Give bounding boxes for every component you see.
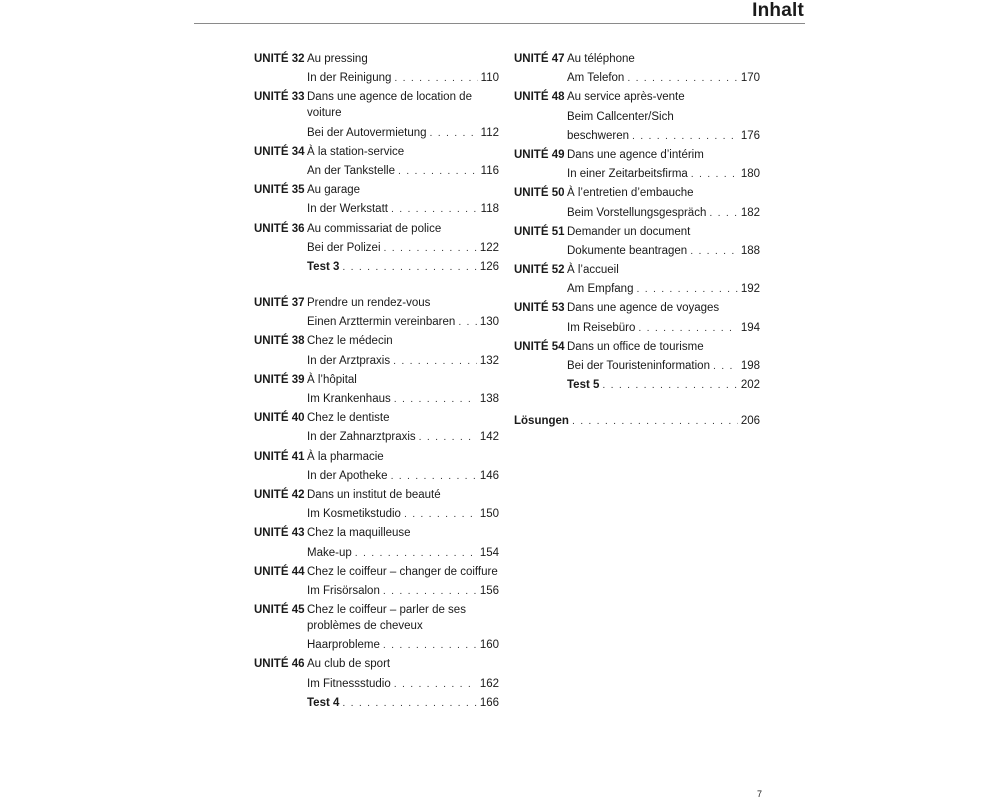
entry-title-de: beschweren [567, 129, 630, 142]
page-ref: 170 [740, 72, 760, 85]
dot-leader [691, 166, 738, 182]
toc-entry [254, 259, 499, 275]
toc-entry [514, 281, 760, 297]
unit-title-fr: Au pressing [307, 53, 368, 65]
dot-leader [709, 205, 737, 221]
dot-leader [383, 637, 477, 653]
unit-heading [514, 185, 760, 201]
page-ref: 182 [740, 206, 760, 219]
toc-entry [514, 70, 760, 86]
unit-title-fr: À la pharmacie [307, 450, 384, 463]
toc-entry-continued [514, 109, 760, 125]
unit-title-fr: Au téléphone [567, 53, 635, 65]
section-gap [254, 278, 499, 295]
toc-entry [514, 128, 760, 144]
solutions-label: Lösungen [514, 415, 569, 428]
unit-number: UNITÉ 38 [254, 335, 305, 348]
dot-leader [355, 545, 477, 561]
page-ref: 116 [480, 164, 499, 177]
toc-left-column [254, 51, 499, 731]
dot-leader [398, 163, 478, 179]
unit-title-fr: Dans une agence de voyages [567, 302, 720, 315]
unit-title-fr: Demander un document [567, 225, 691, 238]
dot-leader [430, 125, 478, 141]
unit-title-fr: Prendre un rendez-vous [307, 297, 431, 310]
entry-title-de: Einen Arzttermin vereinbaren [307, 316, 456, 329]
unit-heading [254, 410, 499, 426]
dot-leader [638, 320, 737, 336]
toc-entry [254, 676, 499, 692]
header-rule [194, 23, 805, 24]
unit-number: UNITÉ 43 [254, 527, 305, 540]
dot-leader [342, 259, 476, 275]
unit-heading [254, 449, 499, 465]
entry-title-de: Make-up [307, 546, 352, 559]
dot-leader [394, 676, 477, 692]
page-ref: 126 [479, 260, 499, 273]
dot-leader [342, 695, 476, 711]
unit-heading [254, 295, 499, 311]
unit-number: UNITÉ 46 [254, 658, 305, 671]
toc-entry [254, 70, 499, 86]
page-ref: 112 [480, 126, 499, 139]
entry-title-de: Haarprobleme [307, 639, 380, 652]
unit-title-fr: Au club de sport [307, 658, 391, 671]
page-ref: 154 [479, 546, 499, 559]
toc-entry [514, 320, 760, 336]
entry-title-de: In der Apotheke [307, 469, 388, 482]
toc-entry [254, 240, 499, 256]
unit-number: UNITÉ 48 [514, 91, 565, 104]
toc-entry [254, 545, 499, 561]
unit-heading [254, 372, 499, 388]
unit-number: UNITÉ 49 [514, 148, 565, 161]
dot-leader [627, 70, 737, 86]
unit-heading [514, 300, 760, 316]
toc-entry [254, 695, 499, 711]
page-ref: 132 [479, 354, 499, 367]
dot-leader [393, 353, 477, 369]
unit-heading [254, 182, 499, 198]
unit-title-fr: Chez la maquilleuse [307, 527, 411, 540]
dot-leader [383, 583, 477, 599]
page-ref: 142 [479, 431, 499, 444]
entry-title-de: Dokumente beantragen [567, 244, 688, 257]
unit-heading [254, 333, 499, 349]
unit-title-fr: À l’entretien d’embauche [567, 187, 694, 200]
dot-leader [394, 70, 477, 86]
page-ref: 194 [740, 321, 760, 334]
dot-leader [713, 358, 738, 374]
unit-number: UNITÉ 52 [514, 264, 565, 277]
toc-right-column [514, 51, 760, 433]
unit-number: UNITÉ 35 [254, 184, 305, 197]
toc-entry [254, 163, 499, 179]
unit-number: UNITÉ 44 [254, 565, 305, 578]
page-ref: 180 [740, 168, 760, 181]
page-ref: 162 [479, 677, 499, 690]
toc-entry [254, 468, 499, 484]
entry-title-de: Im Krankenhaus [307, 393, 391, 405]
unit-heading [254, 221, 499, 237]
unit-number: UNITÉ 36 [254, 222, 305, 235]
entry-title-de: Im Fitnessstudio [307, 677, 391, 690]
section-gap [254, 714, 499, 731]
unit-heading [254, 144, 499, 160]
page-title: Inhalt [752, 0, 804, 21]
entry-title-de: An der Tankstelle [307, 164, 396, 177]
dot-leader [394, 391, 477, 407]
page-ref: 192 [740, 283, 760, 296]
dot-leader [391, 468, 477, 484]
toc-entry [254, 201, 499, 217]
unit-heading [254, 487, 499, 503]
unit-heading [254, 602, 499, 634]
toc-entry [254, 125, 499, 141]
dot-leader [602, 377, 737, 393]
page-ref: 166 [479, 696, 499, 709]
entry-title-de: Im Kosmetikstudio [307, 508, 401, 521]
page-ref: 160 [479, 639, 499, 652]
unit-number: UNITÉ 51 [514, 225, 565, 238]
dot-leader [419, 429, 477, 445]
page-ref: 188 [740, 244, 760, 257]
unit-number: UNITÉ 47 [514, 53, 565, 65]
page-ref: 130 [479, 316, 499, 329]
page-ref: 176 [740, 129, 760, 142]
entry-title-de: In der Werkstatt [307, 203, 388, 216]
toc-entry [254, 583, 499, 599]
unit-heading [514, 224, 760, 240]
page-ref: 146 [479, 469, 499, 482]
toc-entry [254, 391, 499, 407]
unit-heading [514, 262, 760, 278]
unit-number: UNITÉ 53 [514, 302, 565, 315]
unit-heading [514, 147, 760, 163]
unit-number: UNITÉ 50 [514, 187, 565, 200]
entry-title-de: In einer Zeitarbeitsfirma [567, 168, 688, 181]
unit-heading [254, 564, 499, 580]
unit-title-fr: Chez le médecin [307, 335, 393, 348]
page-ref: 118 [480, 203, 499, 216]
unit-title-fr: Chez le coiffeur – changer de coiffure [307, 565, 498, 578]
page-number: 7 [757, 789, 763, 799]
unit-heading [514, 89, 760, 105]
toc-entry [254, 353, 499, 369]
dot-leader [690, 243, 738, 259]
unit-number: UNITÉ 33 [254, 91, 305, 104]
unit-number: UNITÉ 37 [254, 297, 305, 310]
unit-title-fr: À l’accueil [567, 264, 619, 277]
dot-leader [404, 506, 477, 522]
toc-entry [514, 205, 760, 221]
solutions-entry [514, 413, 760, 429]
unit-title-fr: Dans une agence d’intérim [567, 148, 704, 161]
unit-title-fr: À l’hôpital [307, 373, 357, 386]
toc-entry [254, 637, 499, 653]
unit-heading [254, 656, 499, 672]
dot-leader [636, 281, 737, 297]
entry-title-de: Beim Callcenter/Sich [567, 110, 674, 123]
page-ref: 156 [479, 584, 499, 597]
page-ref: 122 [479, 241, 499, 254]
toc-entry [254, 314, 499, 330]
toc-entry [514, 243, 760, 259]
unit-heading [514, 51, 760, 67]
unit-heading [514, 339, 760, 355]
unit-title-fr: Dans un office de tourisme [567, 340, 704, 353]
entry-title-de: In der Reinigung [307, 72, 392, 85]
test-label: Test 5 [567, 379, 600, 392]
entry-title-de: Bei der Touristeninformation [567, 360, 710, 372]
entry-title-de: Im Frisörsalon [307, 584, 380, 597]
entry-title-de: In der Zahnarztpraxis [307, 431, 416, 444]
entry-title-de: Am Empfang [567, 283, 634, 296]
unit-number: UNITÉ 45 [254, 604, 305, 617]
entry-title-de: Bei der Autovermietung [307, 126, 427, 139]
unit-number: UNITÉ 39 [254, 373, 305, 386]
page-ref: 198 [740, 360, 760, 372]
unit-number: UNITÉ 40 [254, 412, 305, 425]
unit-title-fr: Au garage [307, 184, 361, 197]
unit-number: UNITÉ 54 [514, 340, 565, 353]
entry-title-de: Am Telefon [567, 72, 625, 85]
unit-heading [254, 89, 499, 121]
page-ref: 110 [480, 72, 499, 85]
page-ref: 202 [740, 379, 760, 392]
test-label: Test 4 [307, 696, 340, 709]
page-ref: 206 [740, 415, 760, 428]
unit-number: UNITÉ 32 [254, 53, 305, 65]
unit-number: UNITÉ 34 [254, 145, 305, 158]
page-ref: 150 [479, 508, 499, 521]
unit-number: UNITÉ 41 [254, 450, 305, 463]
unit-title-fr: Dans une agence de location de voiture [307, 91, 472, 120]
dot-leader [391, 201, 478, 217]
page-ref: 138 [479, 393, 499, 405]
unit-title-fr: Chez le coiffeur – parler de ses problèmes de cheveux [307, 604, 466, 633]
unit-title-fr: Au commissariat de police [307, 222, 442, 235]
unit-title-fr: Chez le dentiste [307, 412, 390, 425]
dot-leader [458, 314, 477, 330]
unit-number: UNITÉ 42 [254, 488, 305, 501]
unit-title-fr: Dans un institut de beauté [307, 488, 441, 501]
toc-entry [514, 377, 760, 393]
test-label: Test 3 [307, 260, 340, 273]
toc-entry [254, 429, 499, 445]
entry-title-de: Bei der Polizei [307, 241, 381, 254]
entry-title-de: Beim Vorstellungsgespräch [567, 206, 707, 219]
unit-title-fr: Au service après-vente [567, 91, 685, 104]
dot-leader [384, 240, 477, 256]
toc-entry [254, 506, 499, 522]
dot-leader [572, 413, 738, 429]
entry-title-de: In der Arztpraxis [307, 354, 391, 367]
toc-entry [514, 166, 760, 182]
unit-title-fr: À la station-service [307, 145, 405, 158]
section-gap [514, 396, 760, 413]
toc-entry [514, 358, 760, 374]
entry-title-de: Im Reisebüro [567, 321, 636, 334]
dot-leader [632, 128, 738, 144]
unit-heading [254, 51, 499, 67]
unit-heading [254, 525, 499, 541]
